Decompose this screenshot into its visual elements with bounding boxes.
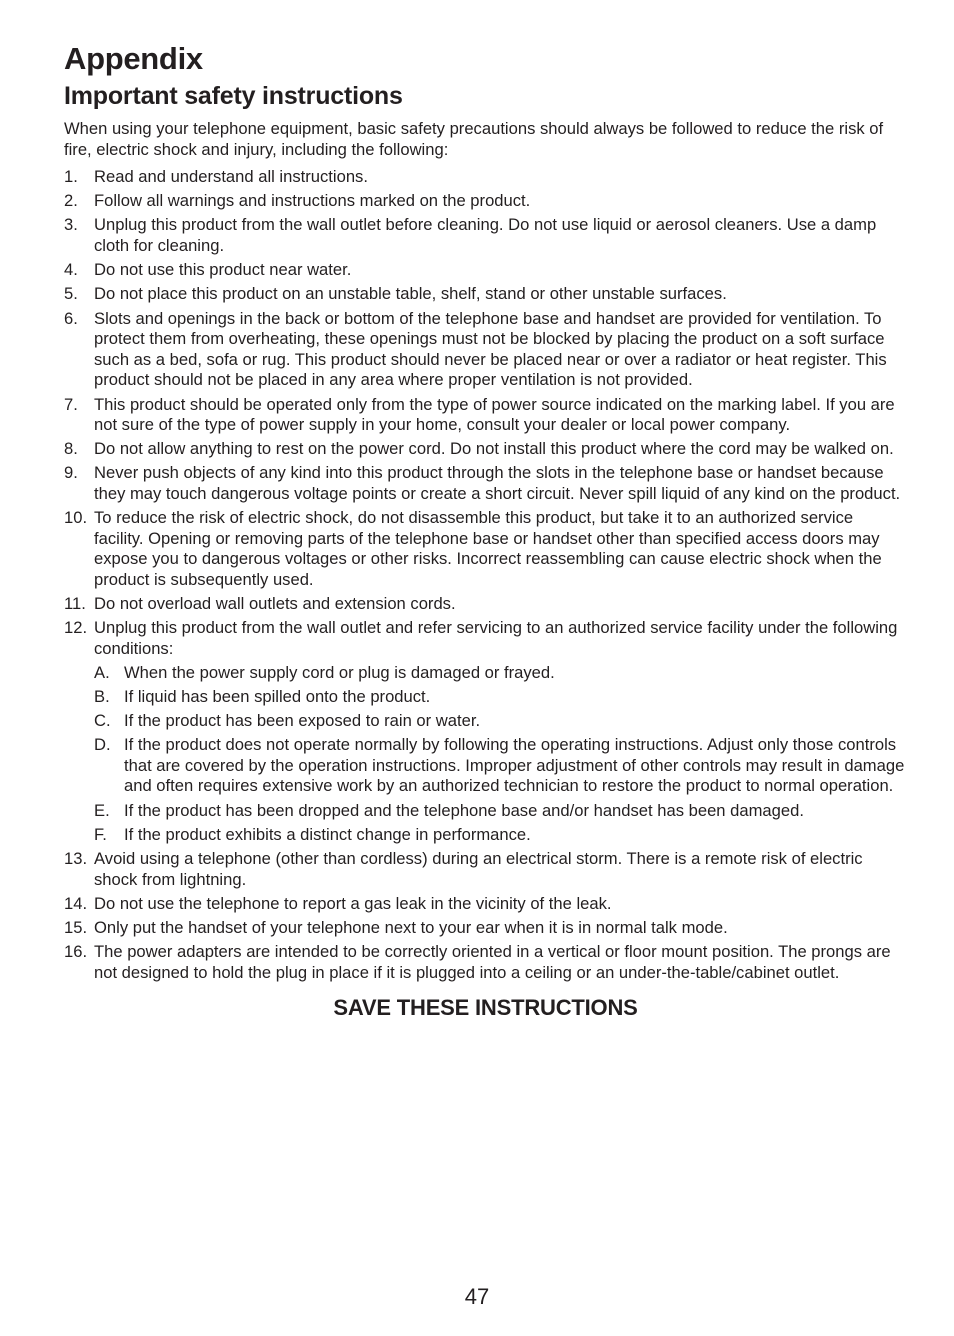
item-number: 10.	[64, 508, 88, 528]
list-item	[64, 191, 907, 212]
subitem-letter: C.	[94, 710, 111, 730]
subitem-letter: F.	[94, 824, 107, 844]
list-item	[64, 260, 907, 281]
item-text: Slots and openings in the back or bottom of the telephone base and handset are provided for ventilation. To protect them from overheating, these openings must not be blocked by placing the product on a soft surface such as a bed, sofa or rug. This product should never be placed near or over a radiator or heat register. This product should not be placed in any area where proper ventilation is not provided.	[94, 308, 887, 390]
item-text: To reduce the risk of electric shock, do not disassemble this product, but take it to an authorized service facility. Opening or removing parts of the telephone base or handset other than specified access doors may expose you to dangerous voltages or other risks. Incorrect reassembling can cause electric shock when the product is subsequently used.	[94, 508, 882, 590]
item-number: 4.	[64, 260, 78, 280]
list-item	[64, 594, 907, 615]
list-item	[64, 439, 907, 460]
subitem-text: If the product exhibits a distinct change in performance.	[124, 824, 531, 844]
list-item	[64, 942, 907, 983]
list-item	[64, 309, 907, 391]
intro-paragraph: When using your telephone equipment, basic safety precautions should always be followed to reduce the risk of fire, electric shock and injury, including the following:	[64, 119, 884, 159]
list-item	[64, 215, 907, 256]
list-item	[64, 284, 907, 305]
item-text: Never push objects of any kind into this product through the slots in the telephone base or handset because they may touch dangerous voltage points or create a short circuit. Never spill liquid of any kind on the product.	[94, 463, 901, 504]
subitem-letter: E.	[94, 800, 110, 820]
item-number: 3.	[64, 215, 78, 235]
item-number: 8.	[64, 439, 78, 459]
item-number: 15.	[64, 917, 88, 937]
item-text: Do not use the telephone to report a gas leak in the vicinity of the leak.	[94, 893, 612, 913]
subitem-text: If the product has been dropped and the telephone base and/or handset has been damaged.	[124, 800, 804, 820]
item-number: 16.	[64, 942, 88, 962]
list-item	[64, 508, 907, 590]
item-text: This product should be operated only from the type of power source indicated on the marking label. If you are not sure of the type of power supply in your home, consult your dealer or local power company.	[94, 394, 895, 435]
list-item	[64, 894, 907, 915]
subitem-letter: A.	[94, 662, 110, 682]
item-number: 6.	[64, 308, 78, 328]
sublist-item	[94, 663, 907, 684]
page-number: 47	[464, 1284, 490, 1309]
sublist-item	[94, 801, 907, 822]
sublist-item	[94, 711, 907, 732]
item-number: 7.	[64, 394, 78, 414]
item-number: 14.	[64, 893, 88, 913]
item-number: 1.	[64, 167, 78, 186]
list-item	[64, 918, 907, 939]
list-item	[64, 618, 907, 845]
subitem-text: If the product has been exposed to rain or water.	[124, 710, 481, 730]
subitem-letter: D.	[94, 735, 111, 755]
item-text: Avoid using a telephone (other than cordless) during an electrical storm. There is a remote risk of electric shock from lightning.	[94, 848, 863, 889]
item-number: 11.	[64, 594, 86, 614]
item-text: Only put the handset of your telephone next to your ear when it is in normal talk mode.	[94, 917, 728, 937]
sublist-item	[94, 825, 907, 846]
sublist-item	[94, 735, 907, 797]
subitem-letter: B.	[94, 686, 110, 706]
page-title: Appendix	[64, 41, 203, 76]
list-item	[64, 167, 907, 188]
safety-instructions-list	[64, 167, 907, 983]
save-instructions-heading: SAVE THESE INSTRUCTIONS	[333, 995, 638, 1021]
item-text: Do not place this product on an unstable table, shelf, stand or other unstable surfaces.	[94, 284, 727, 304]
item-text: Unplug this product from the wall outlet before cleaning. Do not use liquid or aerosol cleaners. Use a damp cloth for cleaning.	[94, 215, 877, 255]
item-text: Follow all warnings and instructions marked on the product.	[94, 191, 531, 211]
item-text: The power adapters are intended to be correctly oriented in a vertical or floor mount position. The prongs are not designed to hold the plug in place if it is plugged into a ceiling or an under-the-table/cabinet outlet.	[94, 942, 891, 982]
list-item	[64, 395, 907, 436]
list-item	[64, 849, 907, 890]
item-number: 5.	[64, 284, 78, 304]
section-heading: Important safety instructions	[64, 82, 403, 110]
item-text: Read and understand all instructions.	[94, 167, 368, 186]
subitem-text: If liquid has been spilled onto the product.	[124, 686, 431, 706]
item-number: 13.	[64, 848, 88, 868]
list-item	[64, 463, 907, 504]
item-text: Unplug this product from the wall outlet and refer servicing to an authorized service facility under the following conditions:	[94, 618, 898, 658]
subitem-text: When the power supply cord or plug is damaged or frayed.	[124, 662, 555, 682]
page-content	[64, 38, 907, 1021]
item-text: Do not use this product near water.	[94, 260, 352, 280]
sublist-item	[94, 687, 907, 708]
item-number: 2.	[64, 191, 78, 211]
item-number: 12.	[64, 618, 88, 638]
item-number: 9.	[64, 463, 78, 483]
subitem-text: If the product does not operate normally by following the operating instructions. Adjust only those controls that are covered by the operation instructions. Improper adjustment of other controls may result in damage and often requires extensive work by an authorized technician to restore the product to normal operation.	[124, 735, 905, 796]
item-text: Do not allow anything to rest on the power cord. Do not install this product where the cord may be walked on.	[94, 439, 894, 459]
item-text: Do not overload wall outlets and extension cords.	[94, 594, 456, 614]
conditions-sublist	[94, 663, 907, 846]
